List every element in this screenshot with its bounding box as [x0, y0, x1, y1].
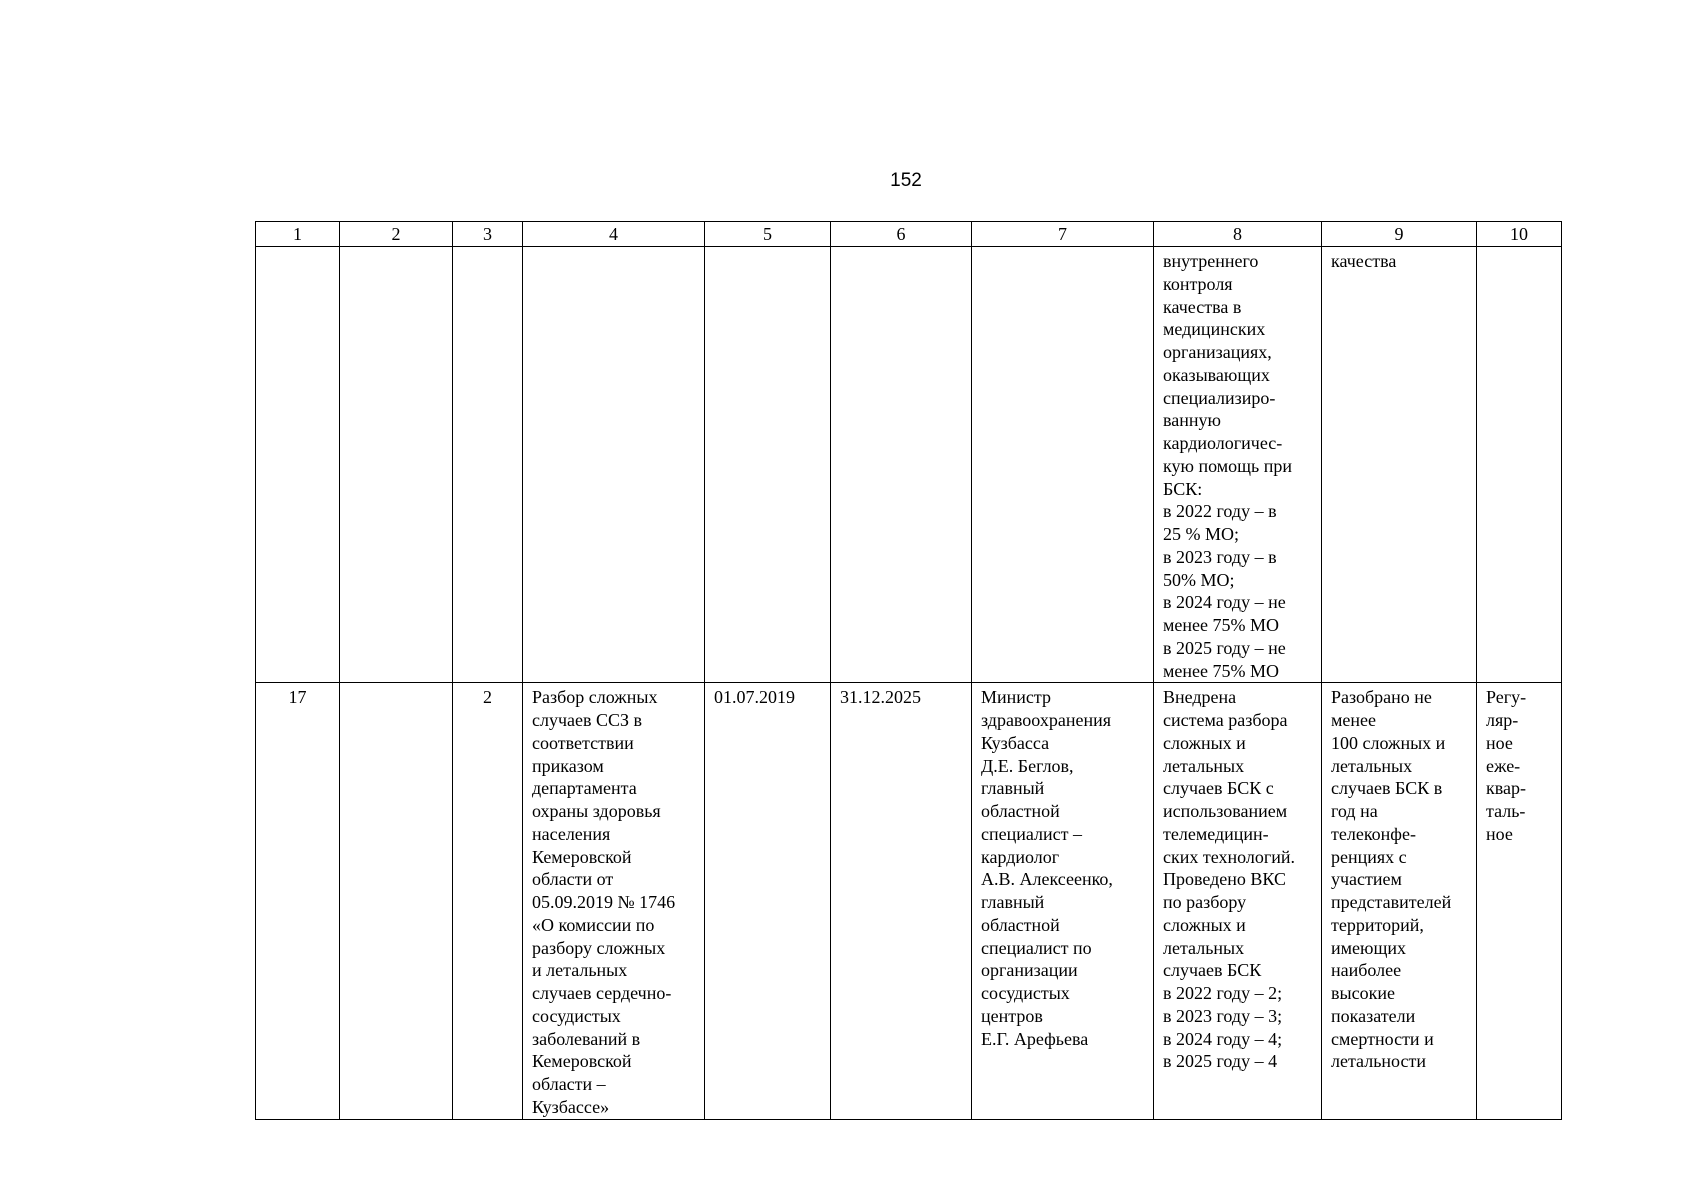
cell-text-line: 50% МО; — [1163, 569, 1235, 590]
cell-text-line: заболеваний в — [532, 1028, 641, 1049]
cell-text-line: центров — [981, 1005, 1043, 1026]
cell-text-line: разбору сложных — [532, 937, 666, 958]
column-number: 4 — [523, 222, 705, 247]
cell-text-line: ренциях с — [1331, 846, 1407, 867]
table-cell-col-1 — [256, 683, 340, 1119]
cell-text-line: медицинских — [1163, 319, 1266, 340]
column-number: 8 — [1154, 222, 1322, 247]
cell-text-line: ских технологий. — [1163, 846, 1296, 867]
cell-text-line: участием — [1331, 869, 1402, 890]
cell-text-line: и летальных — [532, 960, 628, 981]
cell-text-line: случаев сердечно- — [532, 983, 672, 1003]
cell-text-line: Кузбассе» — [532, 1096, 610, 1117]
cell-text-line: приказом — [532, 755, 604, 776]
table-cell-col-4 — [523, 247, 705, 683]
cell-text-line: Разобрано не — [1331, 687, 1432, 708]
cell-text-line: ляр- — [1486, 710, 1519, 730]
cell-text-line: области – — [532, 1074, 606, 1094]
table-row — [256, 247, 1562, 683]
measures-table — [255, 221, 1562, 1120]
cell-text-line: летальных — [1163, 755, 1245, 776]
cell-text-line: сосудистых — [981, 983, 1070, 1003]
cell-text-line: 100 сложных и — [1331, 732, 1446, 753]
cell-text-line: в 2024 году – 4; — [1163, 1028, 1283, 1049]
cell-text-line: кардиолог — [981, 846, 1060, 867]
cell-text-line: Проведено ВКС — [1163, 869, 1286, 890]
table-cell-col-6 — [831, 247, 972, 683]
table-cell-col-1 — [256, 247, 340, 683]
cell-text-line: 17 — [288, 687, 307, 708]
cell-text-line: случаев ССЗ в — [532, 710, 643, 730]
cell-text-line: 05.09.2019 № 1746 — [532, 892, 676, 912]
cell-text-line: по разбору — [1163, 892, 1247, 912]
cell-text-line: качества — [1331, 251, 1397, 271]
column-number: 5 — [705, 222, 831, 247]
cell-text-line: области от — [532, 869, 614, 890]
cell-text-line: территорий, — [1331, 914, 1424, 935]
cell-text-line: департамента — [532, 778, 637, 799]
cell-text-line: Кузбасса — [981, 732, 1050, 753]
cell-text-line: год на — [1331, 801, 1378, 821]
cell-text-line: специализиро- — [1163, 387, 1276, 408]
cell-text-line: главный — [981, 778, 1045, 799]
table-cell-col-2 — [340, 247, 453, 683]
cell-text-line: 31.12.2025 — [840, 687, 921, 708]
cell-text-line: случаев БСК в — [1331, 778, 1443, 799]
table-cell-col-4 — [523, 683, 705, 1119]
cell-text-line: Д.Е. Беглов, — [981, 755, 1074, 776]
cell-text-line: представителей — [1331, 892, 1452, 912]
column-number: 7 — [972, 222, 1154, 247]
cell-text-line: в 2022 году – 2; — [1163, 983, 1283, 1003]
cell-text-line: специалист по — [981, 937, 1092, 958]
table-cell-col-7 — [972, 247, 1154, 683]
cell-text-line: ванную — [1163, 410, 1221, 431]
column-number: 10 — [1477, 222, 1562, 247]
cell-text-line: соответствии — [532, 732, 634, 753]
cell-text-line: ное — [1486, 732, 1513, 753]
table-row — [256, 683, 1562, 1119]
cell-text-line: областной — [981, 801, 1060, 821]
cell-text-line: в 2023 году – в — [1163, 546, 1277, 567]
page-number: 152 — [890, 170, 922, 191]
column-number: 6 — [831, 222, 972, 247]
cell-text-line: населения — [532, 823, 611, 844]
cell-text-line: областной — [981, 914, 1060, 935]
cell-text-line: показатели — [1331, 1005, 1416, 1026]
table-cell-col-8 — [1154, 683, 1322, 1119]
column-number: 2 — [340, 222, 453, 247]
cell-text-line: менее 75% МО — [1163, 660, 1279, 681]
table-cell-col-3 — [453, 247, 523, 683]
table-cell-col-5 — [705, 247, 831, 683]
cell-text-line: летальности — [1331, 1051, 1426, 1072]
cell-text-line: высокие — [1331, 983, 1395, 1003]
cell-text-line: БСК: — [1163, 478, 1203, 499]
cell-text-line: Министр — [981, 687, 1051, 708]
cell-text-line: организациях, — [1163, 342, 1272, 362]
cell-text-line: Разбор сложных — [532, 687, 658, 708]
cell-text-line: в 2024 году – не — [1163, 592, 1286, 613]
cell-text-line: телеконфе- — [1331, 823, 1416, 844]
cell-text-line: здравоохранения — [981, 710, 1112, 730]
column-number: 9 — [1322, 222, 1477, 247]
cell-text-line: «О комиссии по — [532, 914, 655, 935]
table-cell-col-9 — [1322, 247, 1477, 683]
cell-text-line: организации — [981, 960, 1078, 981]
cell-text-line: летальных — [1163, 937, 1245, 958]
table-cell-col-5 — [705, 683, 831, 1119]
cell-text-line: наиболее — [1331, 960, 1402, 981]
cell-text-line: телемедицин- — [1163, 823, 1269, 844]
table-cell-col-9 — [1322, 683, 1477, 1119]
cell-text-line: смертности и — [1331, 1028, 1434, 1049]
cell-text-line: контроля — [1163, 273, 1233, 294]
table-cell-col-6 — [831, 683, 972, 1119]
cell-text-line: сложных и — [1163, 732, 1246, 753]
column-number-row — [256, 222, 1562, 247]
cell-text-line: таль- — [1486, 801, 1526, 821]
cell-text-line: главный — [981, 892, 1045, 912]
table-cell-col-3 — [453, 683, 523, 1119]
cell-text-line: сосудистых — [532, 1005, 621, 1026]
cell-text-line: Е.Г. Арефьева — [981, 1028, 1089, 1049]
cell-text-line: Внедрена — [1163, 687, 1237, 708]
cell-text-line: в 2025 году – не — [1163, 637, 1286, 658]
cell-text-line: имеющих — [1331, 937, 1406, 958]
cell-text-line: Регу- — [1486, 687, 1527, 708]
cell-text-line: в 2025 году – 4 — [1163, 1051, 1278, 1072]
column-number: 3 — [453, 222, 523, 247]
cell-text-line: Кемеровской — [532, 846, 632, 867]
table-cell-col-10 — [1477, 683, 1562, 1119]
cell-text-line: использованием — [1163, 801, 1288, 821]
cell-text-line: качества в — [1163, 296, 1242, 317]
cell-text-line: менее 75% МО — [1163, 615, 1279, 635]
cell-text-line: случаев БСК с — [1163, 778, 1274, 799]
cell-text-line: охраны здоровья — [532, 801, 661, 821]
table-cell-col-7 — [972, 683, 1154, 1119]
cell-text-line: 01.07.2019 — [714, 687, 795, 708]
cell-text-line: еже- — [1486, 755, 1521, 776]
cell-text-line: А.В. Алексеенко, — [981, 869, 1113, 890]
cell-text-line: случаев БСК — [1163, 960, 1262, 981]
cell-text-line: внутреннего — [1163, 251, 1259, 271]
cell-text-line: квар- — [1486, 778, 1526, 799]
cell-text-line: кую помощь при — [1163, 455, 1292, 476]
table-cell-col-8 — [1154, 247, 1322, 683]
table-cell-col-2 — [340, 683, 453, 1119]
cell-text-line: специалист – — [981, 823, 1082, 844]
cell-text-line: ное — [1486, 823, 1513, 844]
cell-text-line: сложных и — [1163, 914, 1246, 935]
cell-text-line: 25 % МО; — [1163, 524, 1239, 544]
cell-text-line: летальных — [1331, 755, 1413, 776]
cell-text-line: 2 — [483, 687, 492, 708]
cell-text-line: оказывающих — [1163, 364, 1270, 385]
table-cell-col-10 — [1477, 247, 1562, 683]
cell-text-line: Кемеровской — [532, 1051, 632, 1072]
cell-text-line: в 2022 году – в — [1163, 501, 1277, 522]
cell-text-line: кардиологичес- — [1163, 433, 1283, 453]
column-number: 1 — [256, 222, 340, 247]
cell-text-line: система разбора — [1163, 710, 1288, 730]
cell-text-line: менее — [1331, 710, 1376, 730]
cell-text-line: в 2023 году – 3; — [1163, 1005, 1283, 1026]
